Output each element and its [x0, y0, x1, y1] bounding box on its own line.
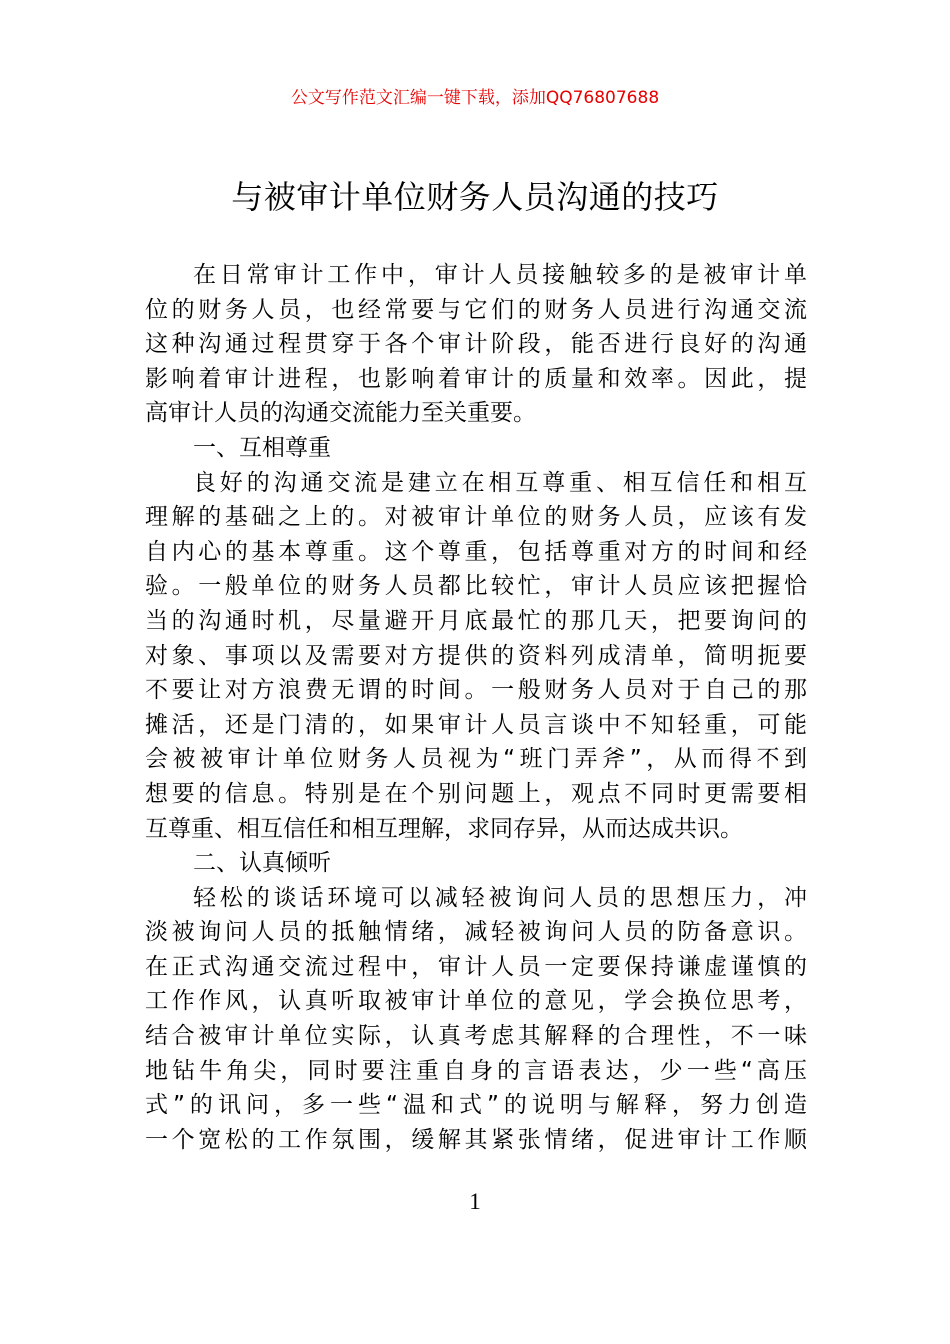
document-title: 与被审计单位财务人员沟通的技巧	[231, 178, 719, 216]
paragraph-line: 验。一般单位的财务人员都比较忙，审计人员应该把握恰	[145, 573, 807, 600]
paragraph-line: 在日常审计工作中，审计人员接触较多的是被审计单	[193, 262, 807, 288]
paragraph-line: 式”的讯问，多一些“温和式”的说明与解释，努力创造	[145, 1092, 807, 1119]
section-heading-careful-listening: 二、认真倾听	[193, 850, 331, 877]
paragraph-line: 互尊重、相互信任和相互理解，求同存异，从而达成共识。	[145, 815, 743, 842]
paragraph-intro	[145, 258, 807, 431]
paragraph-line: 当的沟通时机，尽量避开月底最忙的那几天，把要询问的	[145, 607, 807, 634]
document-body	[145, 258, 807, 1157]
paragraph-line: 想要的信息。特别是在个别问题上，观点不同时更需要相	[145, 780, 807, 807]
paragraph-line: 影响着审计进程，也影响着审计的质量和效率。因此，提	[145, 365, 807, 392]
paragraph-line: 在正式沟通交流过程中，审计人员一定要保持谦虚谨慎的	[145, 953, 807, 980]
page-number: 1	[469, 1189, 481, 1214]
paragraph-line: 不要让对方浪费无谓的时间。一般财务人员对于自己的那	[145, 677, 807, 704]
paragraph-line: 高审计人员的沟通交流能力至关重要。	[145, 400, 536, 427]
header-note: 公文写作范文汇编一键下载，添加QQ76807688	[290, 88, 660, 108]
paragraph-line: 轻松的谈话环境可以减轻被询问人员的思想压力，冲	[193, 884, 807, 911]
paragraph-line: 地钻牛角尖，同时要注重自身的言语表达，少一些“高压	[145, 1057, 807, 1084]
section-heading-mutual-respect: 一、互相尊重	[193, 434, 331, 461]
paragraph-careful-listening	[145, 881, 807, 1158]
paragraph-line: 良好的沟通交流是建立在相互尊重、相互信任和相互	[193, 469, 807, 496]
paragraph-line: 一个宽松的工作氛围，缓解其紧张情绪，促进审计工作顺	[145, 1126, 807, 1153]
paragraph-line: 理解的基础之上的。对被审计单位的财务人员，应该有发	[145, 504, 807, 531]
paragraph-line: 摊活，还是门清的，如果审计人员言谈中不知轻重，可能	[145, 711, 807, 738]
paragraph-line: 结合被审计单位实际，认真考虑其解释的合理性，不一味	[145, 1023, 807, 1050]
paragraph-line: 工作作风，认真听取被审计单位的意见，学会换位思考，	[145, 988, 807, 1015]
paragraph-line: 这种沟通过程贯穿于各个审计阶段，能否进行良好的沟通	[145, 331, 807, 358]
paragraph-line: 自内心的基本尊重。这个尊重，包括尊重对方的时间和经	[145, 538, 807, 565]
paragraph-line: 淡被询问人员的抵触情绪，减轻被询问人员的防备意识。	[145, 919, 807, 946]
paragraph-mutual-respect	[145, 466, 807, 847]
paragraph-line: 会被被审计单位财务人员视为“班门弄斧”，从而得不到	[145, 746, 807, 773]
paragraph-line: 对象、事项以及需要对方提供的资料列成清单，简明扼要	[145, 642, 807, 669]
paragraph-line: 位的财务人员，也经常要与它们的财务人员进行沟通交流	[145, 296, 807, 323]
